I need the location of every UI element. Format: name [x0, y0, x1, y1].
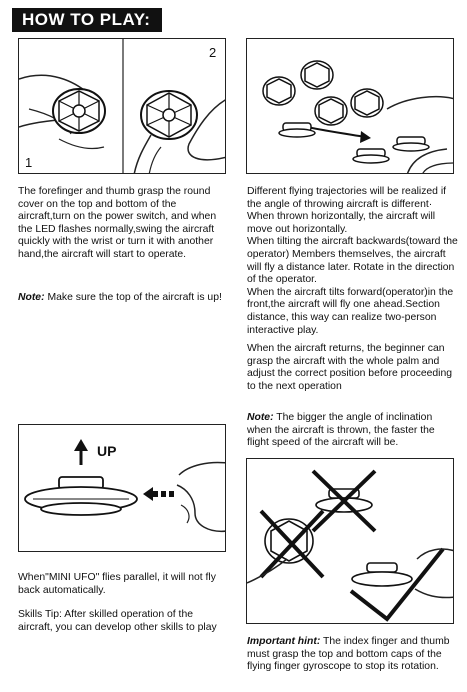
step-number-2: 2 — [209, 45, 217, 60]
up-illustration — [19, 425, 226, 552]
step-number-1: 1 — [25, 155, 33, 170]
illustration-trajectory-panel — [246, 38, 454, 174]
skills-tip-paragraph: Skills Tip: After skilled operation of the aircraft, you can develop other skills to play — [18, 609, 217, 633]
backward-paragraph: When tilting the aircraft backwards(toward the operator) Members themselves, the aircraft will fly a distance later. Rotate in the direction of the operator. — [247, 236, 458, 286]
angle-note — [247, 412, 459, 450]
aircraft-icon — [141, 91, 197, 139]
important-label: Important hint: — [247, 636, 321, 647]
note-label: Note: — [18, 291, 45, 303]
illustration-up-panel — [18, 424, 226, 552]
up-arrow-icon — [74, 439, 88, 451]
catch-illustration — [247, 459, 454, 624]
trajectory-paragraph: Different flying trajectories will be realized if the angle of throwing aircraft is different· — [247, 186, 447, 210]
aircraft-icon — [263, 77, 295, 105]
push-arrow-icon — [143, 487, 174, 501]
aircraft-icon — [352, 563, 412, 586]
aircraft-icon — [53, 89, 105, 133]
trajectory-illustration — [247, 39, 454, 174]
grasp-illustration — [19, 39, 226, 174]
aircraft-icon — [301, 61, 333, 89]
note-label: Note: — [247, 412, 274, 423]
important-text: The index finger and thumb must grasp the top and bottom caps of the flying finger gyroscope to stop its rotation. — [247, 636, 450, 673]
grasp-paragraph: The forefinger and thumb grasp the round cover on the top and bottom of the aircraft,turn on the power switch, and when the LED flashes normally,swing the aircraft quickly with the wrist or turn it with another hand,the aircraft will start to operate. — [18, 186, 217, 260]
aircraft-icon — [25, 477, 137, 515]
aircraft-icon — [315, 97, 347, 125]
left-instructions — [18, 186, 230, 304]
left-bottom-instructions — [18, 572, 230, 634]
illustration-grasp-panel — [18, 38, 226, 174]
aircraft-icon — [351, 89, 383, 117]
important-hint — [247, 636, 459, 674]
right-instructions — [247, 186, 459, 394]
illustration-catch-panel — [246, 458, 454, 624]
page-title: HOW TO PLAY: — [12, 8, 162, 32]
note-text: The bigger the angle of inclination when the aircraft is thrown, the faster the flight speed of the aircraft will be. — [247, 412, 435, 449]
parallel-paragraph: When"MINI UFO" flies parallel, it will not fly back automatically. — [18, 572, 216, 596]
return-paragraph: When the aircraft returns, the beginner can grasp the aircraft with the whole palm and adjust the correct position before proceeding to the next operation — [247, 343, 453, 392]
forward-paragraph: When the aircraft tilts forward(operator)in the front,the aircraft will fly one ahead.Section distance, this way can realize two-person interactive play. — [247, 286, 454, 336]
note-text: Make sure the top of the aircraft is up! — [44, 291, 222, 303]
up-label: UP — [97, 443, 117, 459]
horizontal-paragraph: When thrown horizontally, the aircraft will move out horizontally. — [247, 211, 436, 235]
note-paragraph — [18, 292, 230, 305]
